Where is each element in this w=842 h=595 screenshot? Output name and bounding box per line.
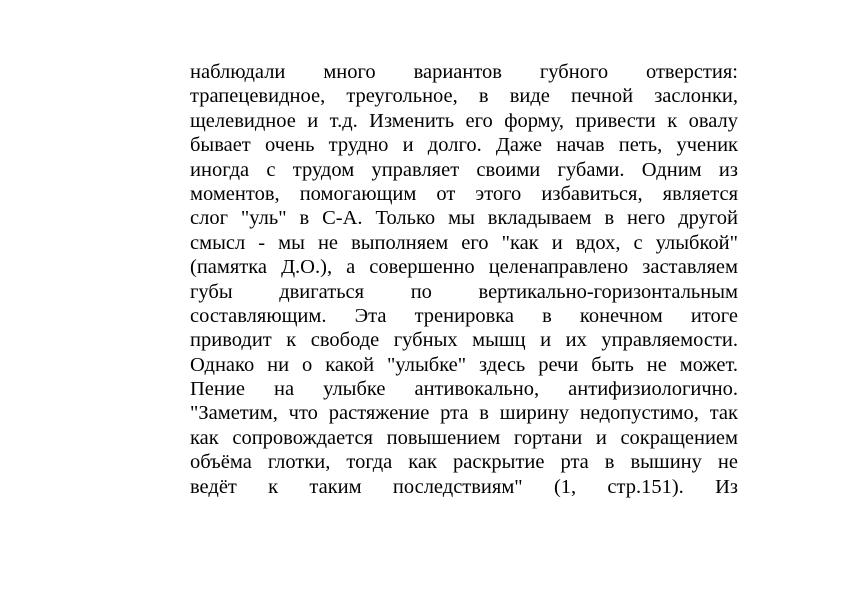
text-line-14: Пение на улыбке антивокально, антифизиологично.	[190, 378, 738, 401]
text-line-11: составляющим. Эта тренировка в конечном итоге	[190, 304, 738, 327]
text-line-4: бывает очень трудно и долго. Даже начав петь, ученик	[190, 134, 738, 157]
text-line-18: ведёт к таким последствиям" (1, стр.151). Из	[190, 475, 738, 498]
text-line-17: объёма глотки, тогда как раскрытие рта в вышину не	[190, 451, 738, 474]
text-line-12: приводит к свободе губных мышц и их управляемости.	[190, 329, 738, 352]
text-line-6: моментов, помогающим от этого избавиться, является	[190, 182, 738, 205]
text-line-15: "Заметим, что растяжение рта в ширину недопустимо, так	[190, 402, 738, 425]
text-line-3: щелевидное и т.д. Изменить его форму, привести к овалу	[190, 109, 738, 132]
text-line-2: трапецевидное, треугольное, в виде печной заслонки,	[190, 85, 738, 108]
text-line-5: иногда с трудом управляет своими губами. Одним из	[190, 158, 738, 181]
text-line-9: (памятка Д.О.), а совершенно целенаправлено заставляем	[190, 256, 738, 279]
text-line-16: как сопровождается повышением гортани и сокращением	[190, 426, 738, 449]
text-line-10: губы двигаться по вертикально-горизонтальным	[190, 280, 738, 303]
body-text	[190, 60, 738, 499]
text-line-7: слог "уль" в С-А. Только мы вкладываем в него другой	[190, 207, 738, 230]
text-line-8: смысл - мы не выполняем его "как и вдох, с улыбкой"	[190, 231, 738, 254]
text-line-13: Однако ни о какой "улыбке" здесь речи быть не может.	[190, 353, 738, 376]
text-line-1: наблюдали много вариантов губного отверстия:	[190, 61, 738, 83]
